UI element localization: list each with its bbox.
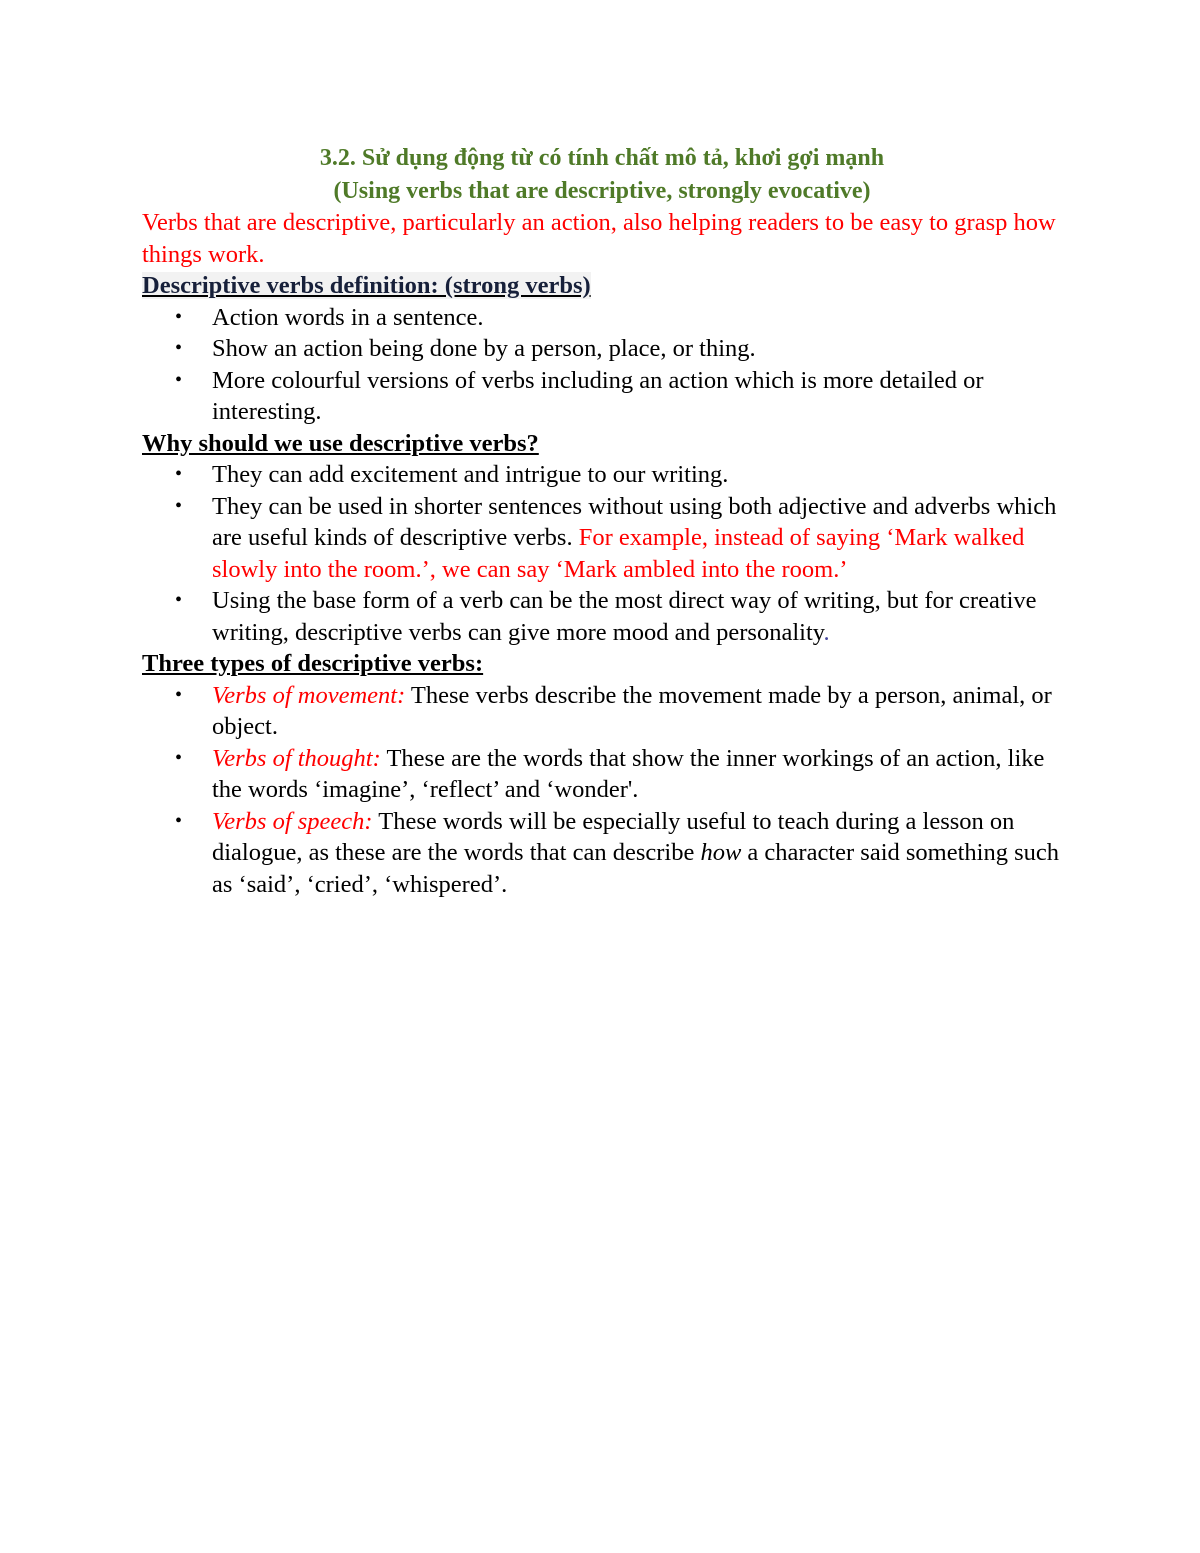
list-item [142,491,1062,586]
thought-term: Verbs of thought: [212,744,381,772]
definition-heading [142,270,1062,302]
bullet-icon: • [175,337,183,359]
thought-description: These are the words that show the inner workings of an action, like the words ‘imagine’, ‘reflect’ and ‘wonder'. [212,744,1045,803]
list-item-text: More colourful versions of verbs including an action which is more detailed or interesting. [212,366,984,425]
list-item-text: Using the base form of a verb can be the most direct way of writing, but for creative writing, descriptive verbs can give more mood and personality [212,587,1037,646]
speech-term: Verbs of speech: [212,807,373,835]
list-item [142,302,1062,334]
bullet-icon: • [175,809,183,832]
section-title-english: (Using verbs that are descriptive, strongly evocative) [333,178,871,204]
movement-term: Verbs of movement: [212,681,406,709]
list-item-end-period: . [823,618,830,646]
list-item [142,365,1062,428]
bullet-icon: • [175,368,183,391]
list-item-text: Show an action being done by a person, place, or thing. [212,335,756,362]
list-item [142,459,1062,491]
section-title-vietnamese: 3.2. Sử dụng động từ có tính chất mô tả, khơi gợi mạnh [319,145,885,171]
speech-description-end: a character said something such as ‘said’, ‘cried’, ‘whispered’. [212,839,1059,898]
types-list [142,680,1062,901]
movement-description: These verbs describe the movement made by a person, animal, or object. [212,681,1052,740]
bullet-icon: • [175,589,183,611]
list-item [142,333,1062,365]
types-heading: Three types of descriptive verbs: [142,650,484,677]
speech-emphasis: how [700,839,742,866]
why-list [142,459,1062,648]
speech-description-start: These words will be especially useful to teach during a lesson on dialogue, as these are the words that can describe [212,807,1015,866]
document-content [142,141,1062,900]
list-item-text: They can add excitement and intrigue to our writing. [212,461,729,488]
bullet-icon: • [175,683,183,706]
bullet-icon: • [175,463,183,485]
intro-paragraph: Verbs that are descriptive, particularly an action, also helping readers to be easy to grasp how things work. [142,209,1056,268]
list-item [142,806,1062,901]
why-heading: Why should we use descriptive verbs? [142,429,539,457]
list-item-text: They can be used in shorter sentences without using both adjective and adverbs which are useful kinds of descriptive verbs. [212,492,1057,551]
list-item [142,743,1062,806]
list-item-text: Action words in a sentence. [212,303,484,331]
bullet-icon: • [175,746,183,769]
list-item [142,680,1062,743]
definition-heading-text: Descriptive verbs definition: (strong verbs) [142,272,591,299]
definition-list [142,302,1062,428]
bullet-icon: • [175,494,183,517]
bullet-icon: • [175,305,183,328]
example-text: For example, instead of saying ‘Mark walked slowly into the room.’, we can say ‘Mark ambled into the room.’ [212,524,1025,583]
list-item [142,585,1062,648]
